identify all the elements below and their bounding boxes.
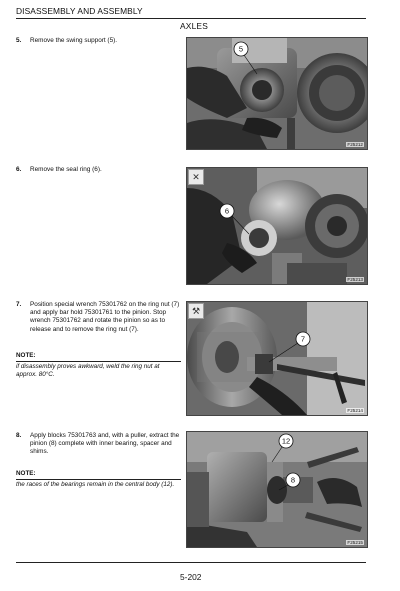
step-number: 7. [16, 301, 22, 308]
note-step-7 [16, 352, 181, 379]
note-step-8 [16, 470, 181, 489]
chapter-title: AXLES [180, 21, 209, 31]
footer-divider [16, 562, 366, 563]
header-divider [16, 18, 366, 19]
seal-ring-illustration [187, 168, 367, 284]
step-text: Remove the swing support (5). [30, 37, 118, 44]
figure-code: F25212 [347, 142, 363, 147]
callout-5: 5 [238, 44, 244, 54]
swing-support-illustration [187, 38, 367, 149]
photo-ring-nut [186, 301, 368, 416]
photo-seal-ring [186, 167, 368, 285]
callout-8: 8 [290, 475, 296, 485]
note-title: NOTE: [16, 352, 36, 359]
callout-7: 7 [300, 334, 306, 344]
note-divider [16, 361, 181, 362]
ring-nut-illustration [187, 302, 367, 415]
callout-12: 12 [281, 436, 291, 446]
note-title: NOTE: [16, 470, 36, 477]
step-text: Remove the seal ring (6). [30, 166, 102, 173]
figure-code: F25213 [347, 277, 363, 282]
step-5 [16, 37, 181, 45]
photo-pinion-extraction [186, 431, 368, 548]
step-number: 8. [16, 432, 22, 439]
figure-code: F25214 [347, 408, 363, 413]
step-number: 6. [16, 166, 22, 173]
step-7 [16, 301, 181, 334]
section-title: DISASSEMBLY AND ASSEMBLY [16, 6, 143, 16]
callout-6: 6 [224, 206, 230, 216]
step-text: Position special wrench 75301762 on the ring nut (7) and apply bar hold 75301761 to the pinion. Stop wrench 75301762 and rotate the pinion so as to release and to remove the ring nut (7). [30, 301, 180, 333]
step-text: Apply blocks 75301763 and, with a puller, extract the pinion (8) complete with inner bearing, spacer and shims. [30, 432, 180, 456]
page-number: 5-202 [180, 572, 202, 582]
step-8 [16, 432, 181, 457]
wrench-safety-icon: ⚒ [188, 303, 204, 319]
figure-code: F25215 [347, 540, 363, 545]
photo-swing-support [186, 37, 368, 150]
wrench-safety-icon: ✕ [188, 169, 204, 185]
note-text: if disassembly proves awkward, weld the ring nut at approx. 80°C. [16, 363, 160, 378]
step-number: 5. [16, 37, 22, 44]
step-6 [16, 166, 181, 174]
pinion-extraction-illustration [187, 432, 367, 547]
note-text: the races of the bearings remain in the central body (12). [16, 481, 175, 488]
note-divider [16, 479, 181, 480]
